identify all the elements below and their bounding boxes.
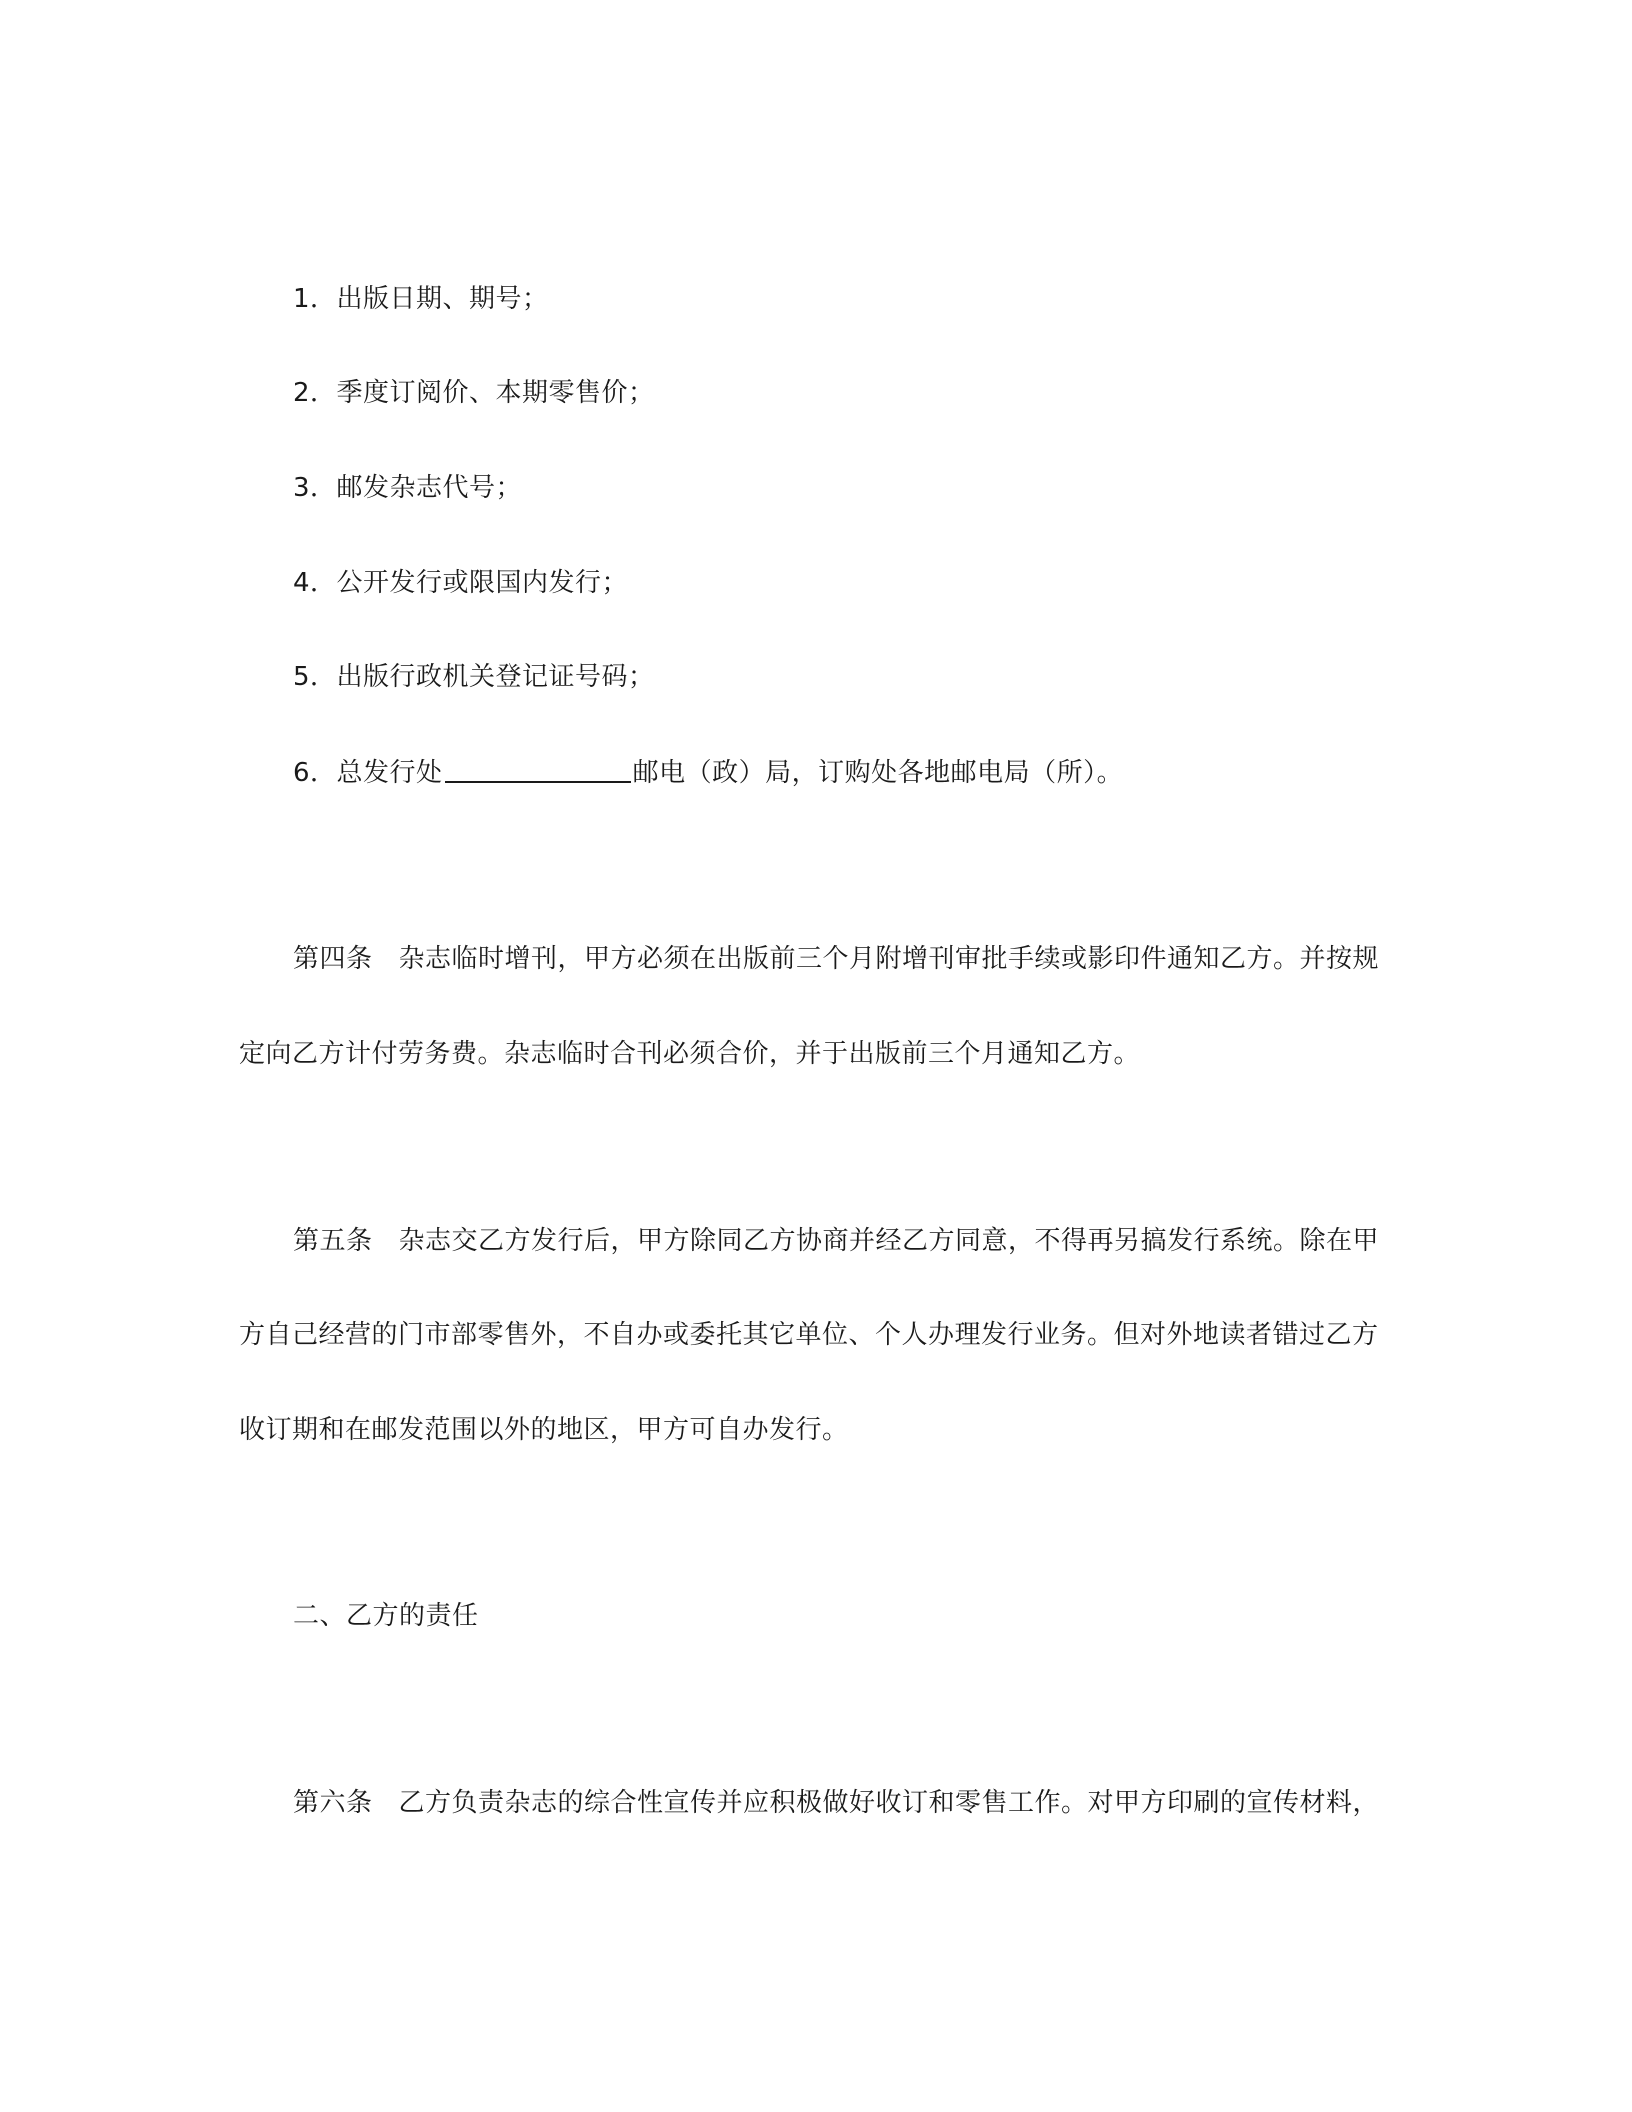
article-5-line-2 [239,1318,1379,1352]
list-number: 1． [293,284,337,314]
list-number: 4． [293,568,337,598]
list-text: 出版行政机关登记证号码； [336,662,655,692]
article-text: 杂志临时增刊，甲方必须在出版前三个月附增刊审批手续或影印件通知乙方。并按规 [398,944,1380,974]
article-5-line-1 [293,1224,1379,1258]
fill-in-blank[interactable] [445,755,631,783]
list-number: 6． [293,758,337,788]
list-item-1 [293,282,549,316]
section-heading [293,1599,479,1633]
list-text: 季度订阅价、本期零售价； [336,378,655,408]
article-text: 收订期和在邮发范围以外的地区，甲方可自办发行。 [239,1415,849,1445]
article-4-line-2 [239,1037,1140,1071]
list-item-3 [293,471,522,505]
list-text: 公开发行或限国内发行； [336,568,629,598]
list-number: 3． [293,473,337,503]
list-number: 2． [293,378,337,408]
article-text: 方自己经营的门市部零售外，不自办或委托其它单位、个人办理发行业务。但对外地读者错过乙方 [239,1320,1379,1350]
article-heading: 第五条 [293,1226,373,1256]
article-text: 乙方负责杂志的综合性宣传并应积极做好收订和零售工作。对甲方印刷的宣传材料， [398,1788,1380,1818]
article-6-line-1 [293,1786,1379,1820]
list-item-4 [293,566,628,600]
section-title: 二、乙方的责任 [293,1601,479,1631]
list-number: 5． [293,662,337,692]
article-text: 杂志交乙方发行后，甲方除同乙方协商并经乙方同意，不得再另搞发行系统。除在甲 [398,1226,1380,1256]
article-text: 定向乙方计付劳务费。杂志临时合刊必须合价，并于出版前三个月通知乙方。 [239,1039,1141,1069]
article-4-line-1 [293,942,1379,976]
list-item-6 [293,755,1123,790]
article-5-line-3 [239,1413,849,1447]
list-text: 邮发杂志代号； [336,473,523,503]
list-text-after: 邮电（政）局，订购处各地邮电局（所）。 [632,758,1124,788]
article-heading: 第四条 [293,944,373,974]
list-item-2 [293,376,655,410]
list-text: 出版日期、期号； [336,284,549,314]
article-heading: 第六条 [293,1788,373,1818]
list-item-5 [293,660,655,694]
list-text-before: 总发行处 [336,758,443,788]
